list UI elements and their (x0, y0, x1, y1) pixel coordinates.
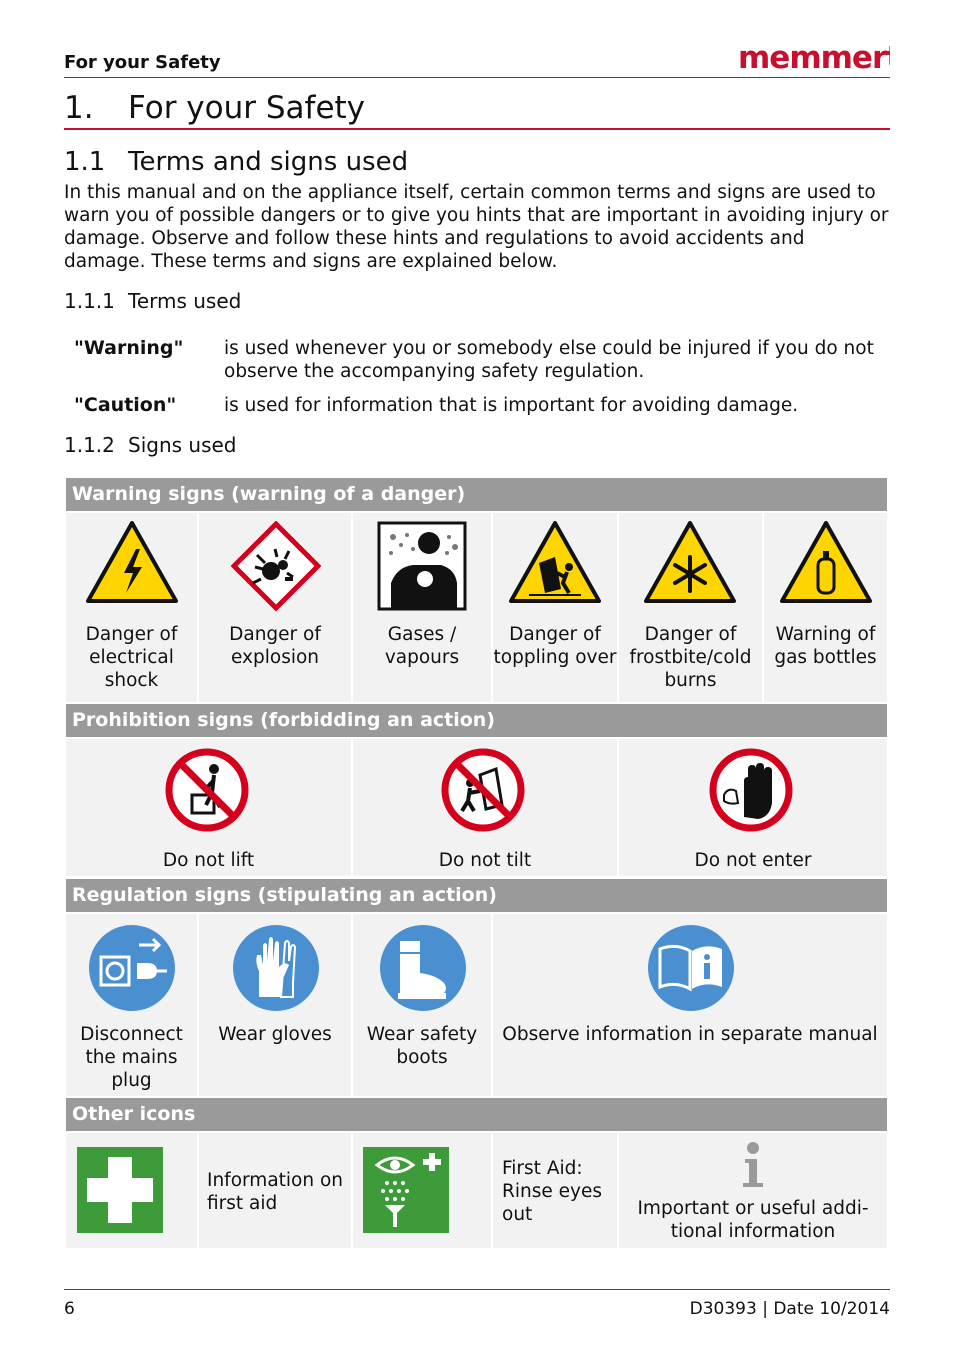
no-tilt-icon (440, 747, 526, 833)
warning-label-frostbite: Danger of frostbite/cold burns (629, 624, 752, 691)
prohibition-label-lift: Do not lift (162, 850, 255, 871)
warning-cell-gas-bottles (764, 513, 887, 702)
term-caution: "Caution" (74, 394, 177, 416)
gases-vapours-icon (377, 521, 467, 611)
regulation-signs-heading: Regulation signs (stipulating an action) (66, 879, 887, 912)
no-entry-hand-icon (708, 747, 794, 833)
regulation-cell-manual (493, 914, 887, 1096)
disconnect-plug-icon (87, 923, 177, 1013)
other-label-info: Important or useful addi-tional information (637, 1198, 869, 1242)
other-cell-info (619, 1133, 887, 1248)
footer-rule (64, 1289, 890, 1290)
other-label-eye-rinse: First Aid: Rinse eyes out (502, 1158, 602, 1225)
warning-cell-gases (353, 513, 491, 702)
chapter-number: 1. (64, 90, 94, 126)
warning-label-gases: Gases / vapours (384, 624, 460, 668)
other-cell-first-aid-icon (66, 1133, 197, 1248)
terms-used-heading (64, 289, 241, 313)
chapter-heading (64, 90, 365, 126)
eye-rinse-icon (363, 1147, 449, 1233)
prohibition-label-tilt: Do not tilt (438, 850, 532, 871)
section-number: 1.1 (64, 147, 106, 177)
regulation-cell-disconnect (66, 914, 197, 1096)
warning-cell-frostbite (619, 513, 762, 702)
signs-used-heading (64, 433, 237, 457)
logo-text: memmert (738, 40, 890, 72)
other-icons-heading: Other icons (66, 1098, 887, 1131)
regulation-cell-boots (353, 914, 491, 1096)
regulation-label-disconnect: Disconnect the mains plug (80, 1024, 183, 1091)
term-warning: "Warning" (74, 337, 184, 359)
memmert-logo (738, 32, 890, 76)
frostbite-warning-icon (644, 521, 736, 603)
other-label-first-aid: Information on first aid (207, 1170, 344, 1214)
chapter-rule (64, 128, 890, 130)
page-number: 6 (64, 1299, 75, 1319)
signs-used-number: 1.1.2 (64, 433, 115, 457)
gas-bottle-warning-icon (780, 521, 872, 603)
intro-paragraph: In this manual and on the appliance itself, certain common terms and signs are used to warn you of possible dangers or to give you hints that are important in avoiding injury or damage. Observe and follow these hints and regulations to avoid accidents and damage. These terms and signs are explained below. (64, 182, 889, 272)
section-heading (64, 147, 408, 177)
regulation-label-boots: Wear safety boots (366, 1024, 478, 1068)
other-cell-first-aid-text (199, 1133, 351, 1248)
document-id-date: D30393 | Date 10/2014 (689, 1299, 890, 1319)
term-caution-desc: is used for information that is important for avoiding damage. (224, 395, 799, 416)
warning-label-explosion: Danger of explosion (229, 624, 321, 668)
gloves-icon (231, 923, 321, 1013)
prohibition-cell-lift (66, 739, 351, 876)
prohibition-signs-heading: Prohibition signs (forbidding an action) (66, 704, 887, 737)
regulation-cell-gloves (199, 914, 351, 1096)
running-header-title: For your Safety (64, 52, 221, 73)
explosion-icon (231, 521, 321, 611)
warning-cell-explosion (199, 513, 351, 702)
prohibition-cell-enter (619, 739, 887, 876)
regulation-label-manual: Observe information in separate manual (502, 1024, 878, 1045)
warning-label-gas-bottles: Warning of gas bottles (774, 624, 877, 668)
warning-label-electrical: Danger of electrical shock (85, 624, 178, 691)
terms-used-title: Terms used (128, 289, 242, 313)
header-rule (64, 77, 890, 78)
no-lift-icon (164, 747, 250, 833)
regulation-label-gloves: Wear gloves (218, 1024, 332, 1045)
manual-icon (646, 923, 736, 1013)
prohibition-label-enter: Do not enter (694, 850, 812, 871)
toppling-warning-icon (509, 521, 601, 603)
term-warning-desc: is used whenever you or somebody else could be injured if you do not observe the accompanying safety regulation. (224, 338, 874, 382)
warning-label-toppling: Danger of toppling over (493, 624, 617, 668)
section-title: Terms and signs used (128, 147, 409, 177)
terms-used-number: 1.1.1 (64, 289, 115, 313)
other-cell-eye-rinse-icon (353, 1133, 491, 1248)
signs-used-title: Signs used (128, 433, 237, 457)
chapter-title: For your Safety (128, 90, 366, 126)
warning-signs-heading: Warning signs (warning of a danger) (66, 478, 887, 511)
other-cell-eye-rinse-text (493, 1133, 617, 1248)
info-icon (739, 1141, 767, 1189)
safety-boots-icon (378, 923, 468, 1013)
prohibition-cell-tilt (353, 739, 617, 876)
warning-cell-electrical (66, 513, 197, 702)
warning-cell-toppling (493, 513, 617, 702)
electrical-shock-warning-icon (86, 521, 178, 603)
first-aid-icon (77, 1147, 163, 1233)
